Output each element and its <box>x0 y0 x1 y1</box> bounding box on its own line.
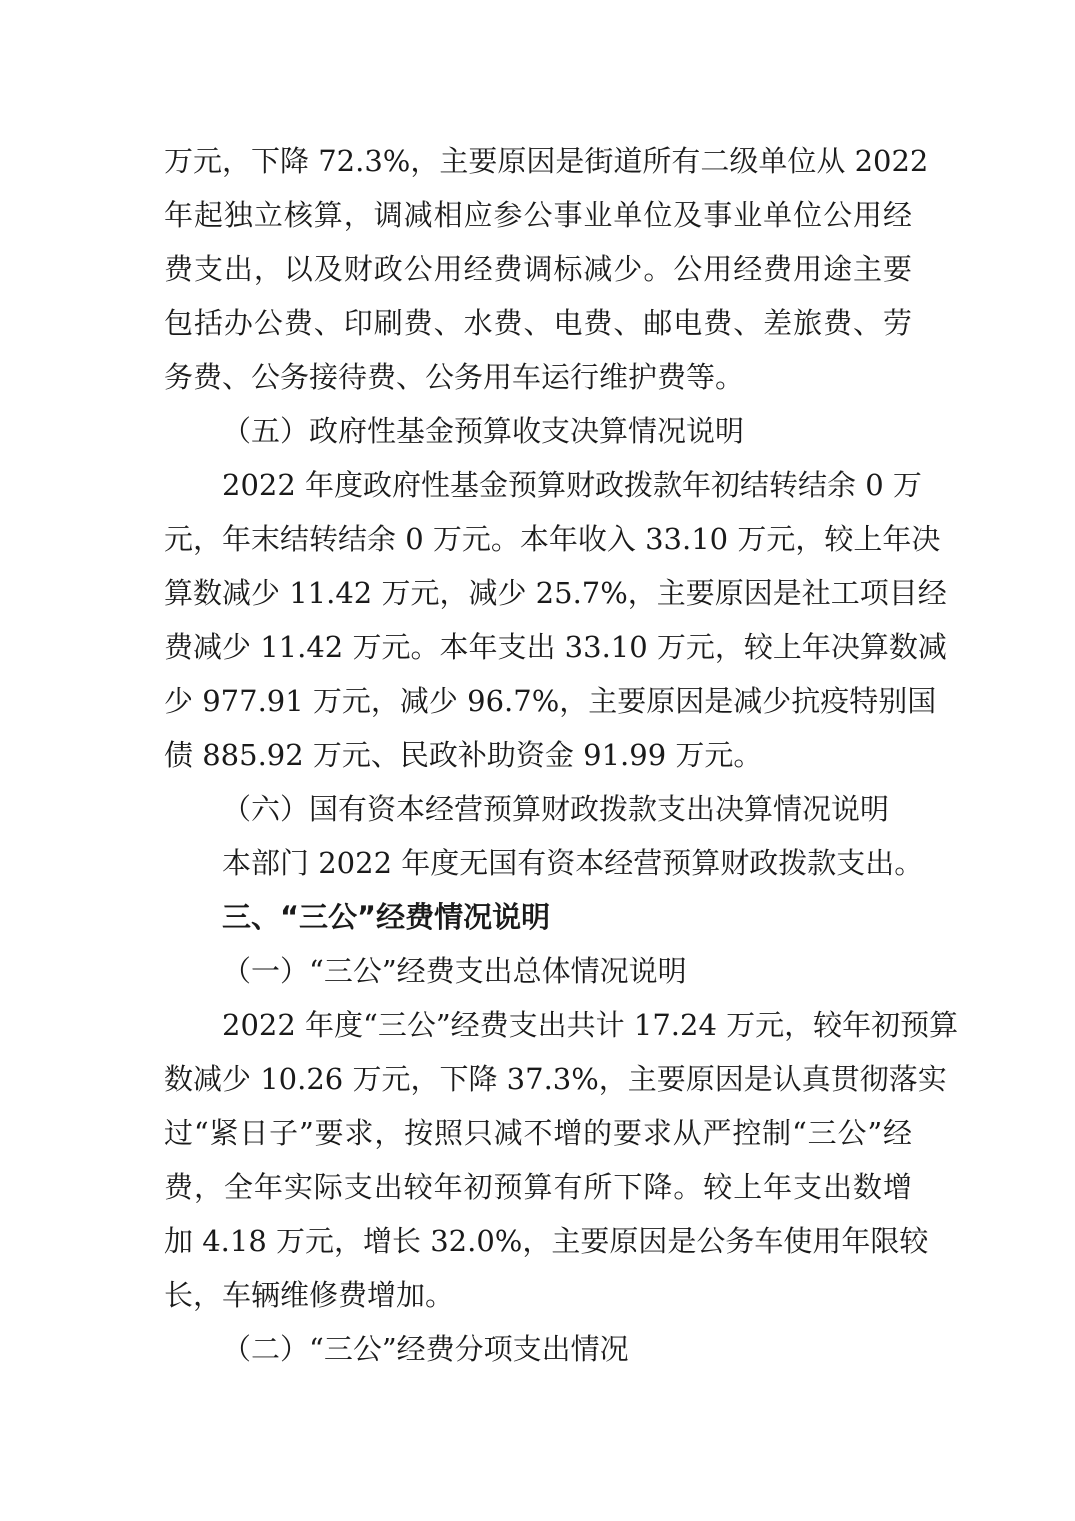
paragraph-line: 本部门 2022 年度无国有资本经营预算财政拨款支出。 <box>222 846 924 880</box>
paragraph-line: 年起独立核算，调减相应参公事业单位及事业单位公用经 <box>164 198 912 232</box>
section-heading: （二）“三公”经费分项支出情况 <box>222 1332 629 1366</box>
paragraph-line: 数减少 10.26 万元，下降 37.3%，主要原因是认真贯彻落实 <box>164 1062 947 1096</box>
section-heading: （五）政府性基金预算收支决算情况说明 <box>222 414 745 448</box>
paragraph-line: 费支出，以及财政公用经费调标减少。公用经费用途主要 <box>164 252 912 286</box>
paragraph-line: 2022 年度政府性基金预算财政拨款年初结转结余 0 万 <box>222 468 922 502</box>
paragraph-line: 算数减少 11.42 万元，减少 25.7%，主要原因是社工项目经 <box>164 576 947 610</box>
paragraph-line: 务费、公务接待费、公务用车运行维护费等。 <box>164 360 745 394</box>
section-heading: （六）国有资本经营预算财政拨款支出决算情况说明 <box>222 792 890 826</box>
section-title: 三、“三公”经费情况说明 <box>222 900 551 934</box>
paragraph-line: 过“紧日子”要求，按照只减不增的要求从严控制“三公”经 <box>164 1116 912 1150</box>
paragraph-line: 加 4.18 万元，增长 32.0%，主要原因是公务车使用年限较 <box>164 1224 929 1258</box>
paragraph-line: 元，年末结转结余 0 万元。本年收入 33.10 万元，较上年决 <box>164 522 941 556</box>
paragraph-line: 包括办公费、印刷费、水费、电费、邮电费、差旅费、劳 <box>164 306 912 340</box>
paragraph-line: 费减少 11.42 万元。本年支出 33.10 万元，较上年决算数减 <box>164 630 947 664</box>
paragraph-line: 费，全年实际支出较年初预算有所下降。较上年支出数增 <box>164 1170 912 1204</box>
paragraph-line: 债 885.92 万元、民政补助资金 91.99 万元。 <box>164 738 763 772</box>
section-heading: （一）“三公”经费支出总体情况说明 <box>222 954 687 988</box>
paragraph-line: 万元，下降 72.3%，主要原因是街道所有二级单位从 2022 <box>164 144 929 178</box>
paragraph-line: 少 977.91 万元，减少 96.7%，主要原因是减少抗疫特别国 <box>164 684 937 718</box>
paragraph-line: 2022 年度“三公”经费支出共计 17.24 万元，较年初预算 <box>222 1008 959 1042</box>
paragraph-line: 长，车辆维修费增加。 <box>164 1278 455 1312</box>
